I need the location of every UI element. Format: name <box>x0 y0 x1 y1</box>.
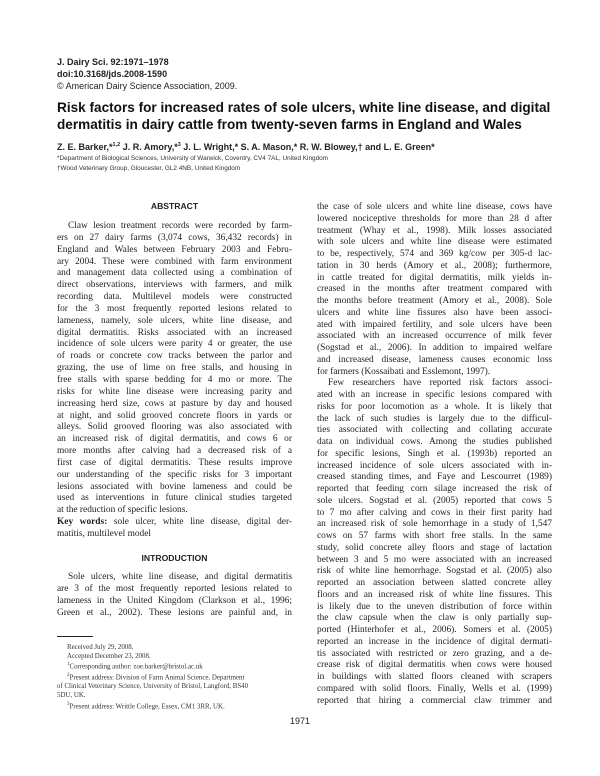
abstract-line: at night, and solid grooved concrete floors in yards or <box>57 410 292 421</box>
body-line: to be, respectively, 574 and 369 kg/cow per 305-d lac- <box>317 249 552 259</box>
body-line: for farmers (Kossaibati and Esslemont, 1997). <box>317 366 491 377</box>
body-line: the months before treatment (Amory et al., 2008). Sole <box>317 296 552 306</box>
footnote-marker: 1 <box>67 662 70 668</box>
author-list: Z. E. Barker,*$^{1,2}$ J. R. Amory,*$^3$ J. L. Wright,* S. A. Mason,* R. W. Blowey,† and L. E. Green* <box>57 142 435 152</box>
body-line: ported (Hinterhofer et al., 2006). Somers et al. (2005) <box>317 625 552 635</box>
footnote-present-address: $^2$Present address: Division of Farm Animal Science, Department <box>67 673 245 682</box>
keywords: sole ulcer, white line disease, digital der- <box>113 517 292 528</box>
body-line: reported an association between slatted concrete alley <box>317 578 552 588</box>
body-line: creased in the months after treatment compared with <box>317 284 552 295</box>
left-column <box>57 221 292 541</box>
right-column <box>317 202 552 707</box>
body-line: floors and an increased risk of white line fissures. This <box>317 589 552 600</box>
body-line: the lack of such studies is largely due to the difficul- <box>317 413 552 424</box>
abstract-line: first case of digital dermatitis. These results improve <box>57 457 292 468</box>
body-line: Few researchers have reported risk factors associ- <box>328 378 552 389</box>
body-line: reported an increase in the incidence of digital dermati- <box>317 636 552 647</box>
abstract-line: Claw lesion treatment records were recorded by farm- <box>68 221 292 231</box>
footnote-corresponding-author: $^1$Corresponding author: zoe.barker@bristol.ac.uk <box>67 662 203 671</box>
affiliation: *Department of Biological Sciences, University of Warwick, Coventry, CV4 7AL, United Kingdom <box>57 155 329 162</box>
body-line: are 3 of the most frequently reported lesions related to <box>57 583 292 594</box>
body-line: risk of white line hemorrhage. Sogstad et al. (2005) also <box>317 566 552 577</box>
body-line: Green et al., 2002). These lesions are painful and, in <box>57 607 292 618</box>
body-line: in cattle treated for digital dermatitis, milk yields in- <box>317 272 552 283</box>
abstract-line: at the reduction of specific lesions. <box>57 505 188 516</box>
body-line: tation in 30 herds (Amory et al., 2008); furthermore, <box>317 260 552 271</box>
body-line: the case of sole ulcers and white line disease, cows have <box>317 202 552 212</box>
title-line: dermatitis in dairy cattle from twenty-seven farms in England and Wales <box>57 117 522 132</box>
abstract-line: recording data. Multilevel models were constructed <box>57 292 292 303</box>
body-line: an increased risk of sole hemorrhage in a study of 1,547 <box>317 519 552 530</box>
keywords-line: matitis, multilevel model <box>57 528 151 539</box>
footnote-present-address: $^3$Present address: Writtle College, Essex, CM1 3RR, UK. <box>67 701 225 711</box>
abstract-line: incidence of sole ulcers were parity 4 or greater, the use <box>57 339 292 350</box>
affiliation: †Wood Veterinary Group, Gloucester, GL2 4NB, United Kingdom <box>57 165 241 172</box>
footnote-received: Received July 29, 2008. <box>67 644 134 651</box>
copyright: © American Dairy Science Association, 2009. <box>57 81 238 91</box>
body-line: Sole ulcers, white line disease, and digital dermatitis <box>68 572 292 582</box>
body-line: is likely due to the uneven distribution of force within <box>317 601 552 612</box>
footnote-present-address-cont: 5DU, UK. <box>57 692 86 700</box>
abstract-line: lameness, namely, sole ulcers, white line disease, and <box>57 315 292 326</box>
body-line: data on individual cows. Among the studies published <box>317 437 552 447</box>
body-line: sole ulcers. Sogstad et al. (2005) reported that cows 5 <box>317 495 552 506</box>
body-line: for specific lesions, Singh et al. (1993b) reported an <box>317 448 552 459</box>
abstract-line: of roads or concrete cow tracks between the parlor and <box>57 351 292 362</box>
body-line: and increased disease, lameness causes economic loss <box>317 354 552 365</box>
body-line: creased standing times, and Faye and Lescourret (1989) <box>317 472 552 483</box>
body-line: associated with an increased occurrence of milk fever <box>317 331 552 342</box>
title-line: Risk factors for increased rates of sole ulcers, white line disease, and digital <box>57 100 551 115</box>
article-title <box>57 99 557 133</box>
footnotes <box>57 644 292 712</box>
body-line: between 3 and 5 mo were associated with an increased <box>317 554 552 565</box>
abstract-line: and management data collected using a combination of <box>57 268 292 279</box>
keywords-line <box>57 517 292 529</box>
footnote-rule <box>57 636 93 637</box>
footnote-marker: 2 <box>67 673 70 679</box>
body-line: ulcers and white line fissures also have been associ- <box>317 307 552 318</box>
abstract-body <box>57 221 292 517</box>
body-line: to 7 mo after calving and cows in their first parity had <box>317 507 552 518</box>
page-number: 1971 <box>289 716 311 726</box>
body-line: lowered nociceptive thresholds for more than 28 d after <box>317 213 552 224</box>
abstract-line: an increased risk of digital dermatitis, and cows 6 or <box>57 434 292 445</box>
introduction-left <box>57 572 292 619</box>
body-line: (Sogstad et al., 2006). In addition to impaired welfare <box>317 343 552 353</box>
abstract-line: direct observations, interviews with farmers, and milk <box>57 280 292 291</box>
abstract-line: increasing herd size, cows at pasture by day and housed <box>57 398 292 409</box>
body-line: ated with impaired fertility, and sole ulcers have been <box>317 319 552 330</box>
body-line: in buildings with slatted floors cleaned with scrapers <box>317 672 552 682</box>
introduction-heading: INTRODUCTION <box>141 553 208 563</box>
abstract-line: risks for white line disease were increasing parity and <box>57 386 292 397</box>
abstract-line: grazing, the use of lime on free stalls, and housing in <box>57 363 292 374</box>
abstract-line: more months after calving had a decreased risk of a <box>57 446 292 457</box>
body-line: study, solid concrete alley floors and stage of lactation <box>317 542 552 553</box>
footnote-present-address-cont: of Clinical Veterinary Science, University of Bristol, Langford, BS40 <box>57 683 249 691</box>
footnote-marker: 3 <box>67 701 70 707</box>
abstract-line: digital dermatitis. Risks associated with an increased <box>57 327 292 338</box>
abstract-line: ary 2004. These were combined with farm environment <box>57 256 292 267</box>
body-line: cows on 57 farms with short free stalls. In the same <box>317 531 552 541</box>
body-line: crease risk of digital dermatitis when cows were housed <box>317 660 552 671</box>
body-line: compared with solid floors. Finally, Wells et al. (1999) <box>317 683 552 694</box>
abstract-line: for the 3 most frequently reported lesions related to <box>57 303 292 314</box>
body-line: reported that feeding corn silage increased the risk of <box>317 484 552 494</box>
abstract-line: ers on 27 dairy farms (3,074 cows, 36,432 records) in <box>57 232 292 243</box>
keywords-label: Key words: <box>57 517 108 528</box>
abstract-heading: ABSTRACT <box>150 201 199 211</box>
abstract-line: England and Wales between February 2003 and Febru- <box>57 244 292 255</box>
journal-citation: J. Dairy Sci. 92:1971–1978 <box>57 57 169 67</box>
abstract-line: lesions associated with bovine lameness and could be <box>57 481 292 492</box>
body-line: reported that hiring a commercial claw trimmer and <box>317 695 552 706</box>
abstract-line: alleys. Solid grooved flooring was also associated with <box>57 422 292 433</box>
body-line: risks for poor locomotion as a whole. It is likely that <box>317 401 552 412</box>
doi: doi:10.3168/jds.2008-1590 <box>57 69 168 79</box>
abstract-line: used as interventions in future clinical studies targeted <box>57 493 292 504</box>
abstract-line: our understanding of the specific risks for 3 important <box>57 469 292 480</box>
body-line: treatment (Whay et al., 1998). Milk losses associated <box>317 225 552 236</box>
footnote-accepted: Accepted December 23, 2008. <box>67 652 151 660</box>
body-line: ties associated with collecting and collating accurate <box>317 425 552 436</box>
body-line: ated with an increase in specific lesions compared with <box>317 390 552 400</box>
body-line: lameness in the United Kingdom (Clarkson et al., 1996; <box>57 595 292 606</box>
body-line: with sole ulcers and white line disease were estimated <box>317 237 552 248</box>
body-line: the claw capsule when the claw is only partially sup- <box>317 613 552 624</box>
body-line: increased incidence of sole ulcers associated with in- <box>317 460 552 471</box>
body-line: tis associated with restricted or zero grazing, and a de- <box>317 648 552 659</box>
abstract-line: free stalls with sparse bedding for 4 mo or more. The <box>57 374 292 385</box>
